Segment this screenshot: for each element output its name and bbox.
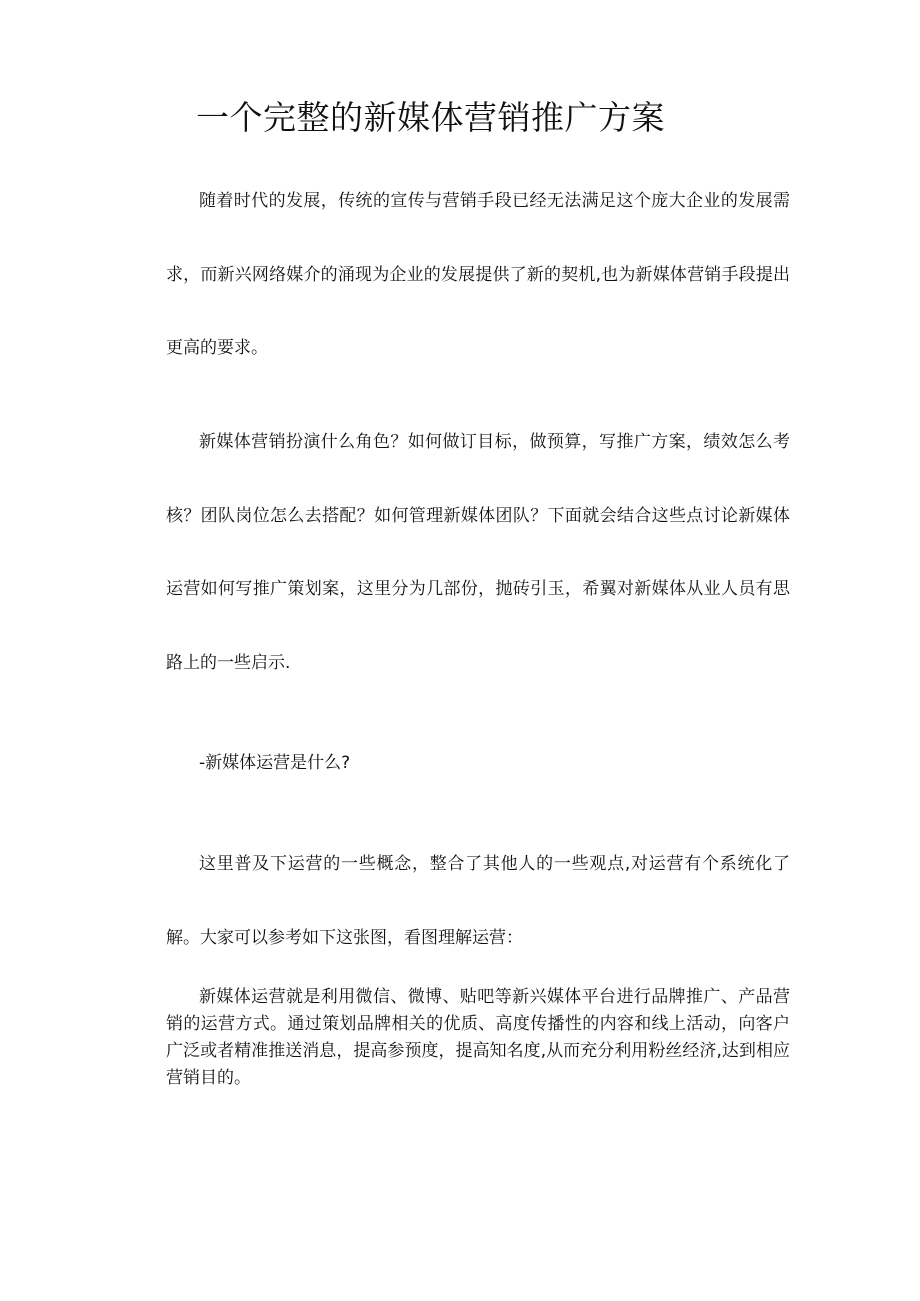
intro-paragraph: 随着时代的发展，传统的宣传与营销手段已经无法满足这个庞大企业的发展需求，而新兴网络媒介的涌现为企业的发展提供了新的契机,也为新媒体营销手段提出更高的要求。 bbox=[166, 191, 790, 358]
concept-paragraph: 这里普及下运营的一些概念，整合了其他人的一些观点,对运营有个系统化了解。大家可以参考如下这张图，看图理解运营： bbox=[166, 854, 790, 948]
document-title: 一个完整的新媒体营销推广方案 bbox=[196, 98, 665, 137]
section-heading: -新媒体运营是什么? bbox=[199, 753, 351, 773]
definition-paragraph: 新媒体运营就是利用微信、微博、贴吧等新兴媒体平台进行品牌推广、产品营销的运营方式。通过策划品牌相关的优质、高度传播性的内容和线上活动，向客户广泛或者精准推送消息，提高参预度，提高知名度,从而充分利用粉丝经济,达到相应营销目的。 bbox=[166, 987, 790, 1088]
questions-paragraph: 新媒体营销扮演什么角色？如何做订目标，做预算，写推广方案，绩效怎么考核？团队岗位怎么去搭配？如何管理新媒体团队？下面就会结合这些点讨论新媒体运营如何写推广策划案，这里分为几部份，抛砖引玉，希翼对新媒体从业人员有思路上的一些启示. bbox=[166, 432, 790, 673]
